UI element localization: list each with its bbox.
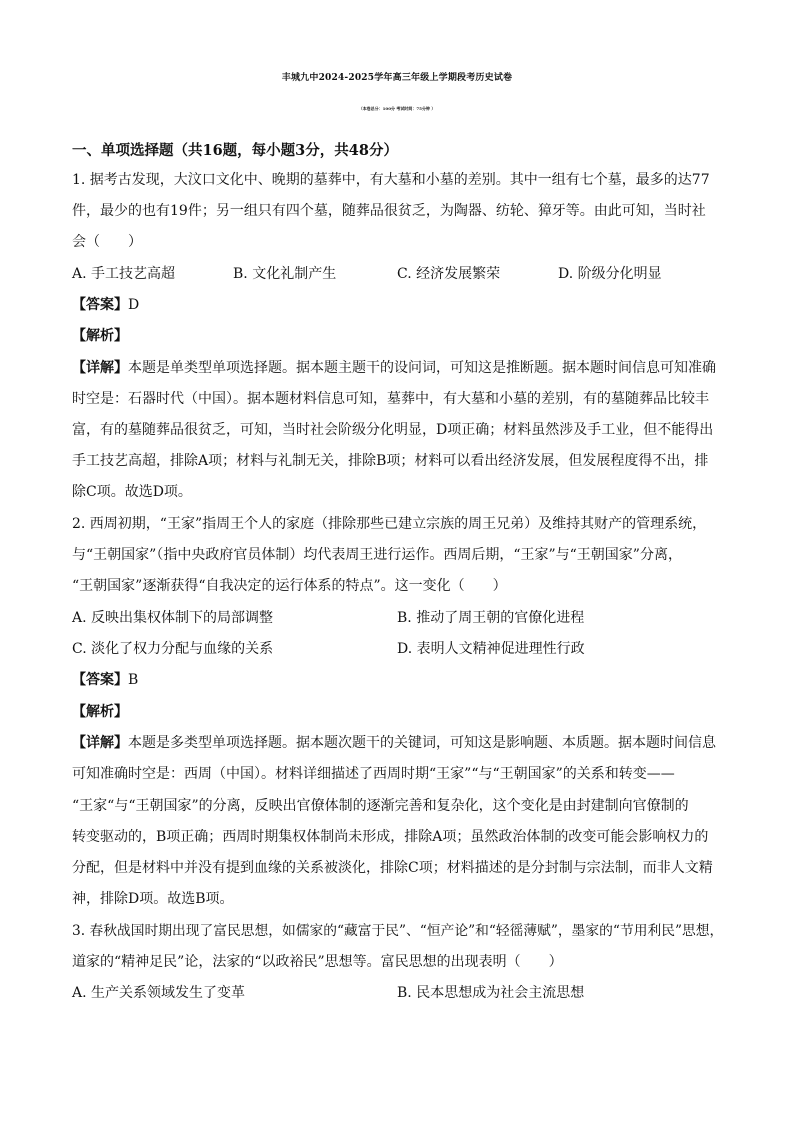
q2-detail-line: 可知准确时空是：西周（中国）。材料详细描述了西周时期“王家”“与“王朝国家”的关系和转变—— [72,766,675,782]
q1-detail-line: 除C项。故选D项。 [72,484,192,500]
q1-detail-line: 富，有的墓随葬品很贫乏，可知，当时社会阶级分化明显，D项正确；材料虽然涉及手工业，但不能得出 [72,422,714,438]
detail-text: 本题是多类型单项选择题。据本题次题干的关键词，可知这是影响题、本质题。据本题时间信息 [128,735,716,751]
answer-tag: 【答案】 [72,297,128,313]
q3-stem-line: 道家的“精神足民”论，法家的“以政裕民”思想等。富民思想的出现表明（ ） [72,954,563,970]
q2-stem-line: 2. 西周初期，“王家”指周王个人的家庭（排除那些已建立宗族的周王兄弟）及维持其财产的管理系统， [72,516,707,532]
page-title: 丰城九中2024-2025学年高三年级上学期段考历史试卷 [281,73,513,83]
q1-answer [72,295,139,315]
q1-stem-line: 件，最少的也有19件；另一组只有四个墓，随葬品很贫乏，为陶器、纺轮、獐牙等。由此可知，当时社 [72,203,706,219]
detail-text: 本题是单类型单项选择题。据本题主题干的设问词，可知这是推断题。据本题时间信息可知准确 [128,360,716,376]
answer-value: B [128,672,139,688]
q2-detail-line: “王家“与“王朝国家”的分离，反映出官僚体制的逐渐完善和复杂化，这个变化是由封建制向官僚制的 [72,798,689,814]
q1-option-c: C. 经济发展繁荣 [397,266,501,282]
q2-detail-line: 转变驱动的，B项正确；西周时期集权体制尚未形成，排除A项；虽然政治体制的改变可能会影响权力的 [72,829,709,845]
q1-detail-line: 时空是：石器时代（中国）。据本题材料信息可知，墓葬中，有大墓和小墓的差别，有的墓随葬品比较丰 [72,391,709,407]
exam-info: （本卷总分：100分 考试时间：75分钟 ） [358,106,436,111]
q2-option-d: D. 表明人文精神促进理性行政 [397,641,585,657]
q1-stem-line: 会（ ） [72,234,142,250]
q1-analysis-label: 【解析】 [72,328,128,344]
q1-detail-line: 手工技艺高超，排除A项；材料与礼制无关，排除B项；材料可以看出经济发展，但发展程度得不出，排 [72,453,709,469]
q2-detail-line: 分配，但是材料中并没有提到血缘的关系被淡化，排除C项；材料描述的是分封制与宗法制，而非人文精 [72,860,713,876]
q1-option-d: D. 阶级分化明显 [558,266,662,282]
q1-stem-line: 1. 据考古发现，大汶口文化中、晚期的墓葬中，有大墓和小墓的差别。其中一组有七个墓，最多的达77 [72,172,710,188]
q2-option-b: B. 推动了周王朝的官僚化进程 [397,610,585,626]
answer-tag: 【答案】 [72,672,128,688]
q3-option-b: B. 民本思想成为社会主流思想 [397,985,585,1001]
q2-detail-line: 神，排除D项。故选B项。 [72,891,234,907]
detail-tag: 【详解】 [72,360,128,376]
q3-option-a: A. 生产关系领域发生了变革 [72,985,246,1001]
section-heading: 一、单项选择题（共16题，每小题3分，共48分） [72,142,398,159]
q1-option-a: A. 手工技艺高超 [72,266,176,282]
q1-option-b: B. 文化礼制产生 [233,266,337,282]
detail-tag: 【详解】 [72,735,128,751]
q2-detail-line [72,733,716,753]
q2-stem-line: 与“王朝国家”（指中央政府官员体制）均代表周王进行运作。西周后期，“王家”与“王朝国家”分离， [72,547,682,563]
q2-option-c: C. 淡化了权力分配与血缘的关系 [72,641,274,657]
q2-answer [72,670,138,690]
q2-analysis-label: 【解析】 [72,704,128,720]
q2-option-a: A. 反映出集权体制下的局部调整 [72,610,274,626]
answer-value: D [128,297,140,313]
q2-stem-line: “王朝国家”逐渐获得“自我决定的运行体系的特点”。这一变化（ ） [72,578,507,594]
q1-detail-line [72,358,716,378]
q3-stem-line: 3. 春秋战国时期出现了富民思想，如儒家的“藏富于民”、“恒产论”和“轻徭薄赋”，墨家的“节用利民”思想， [72,923,724,939]
